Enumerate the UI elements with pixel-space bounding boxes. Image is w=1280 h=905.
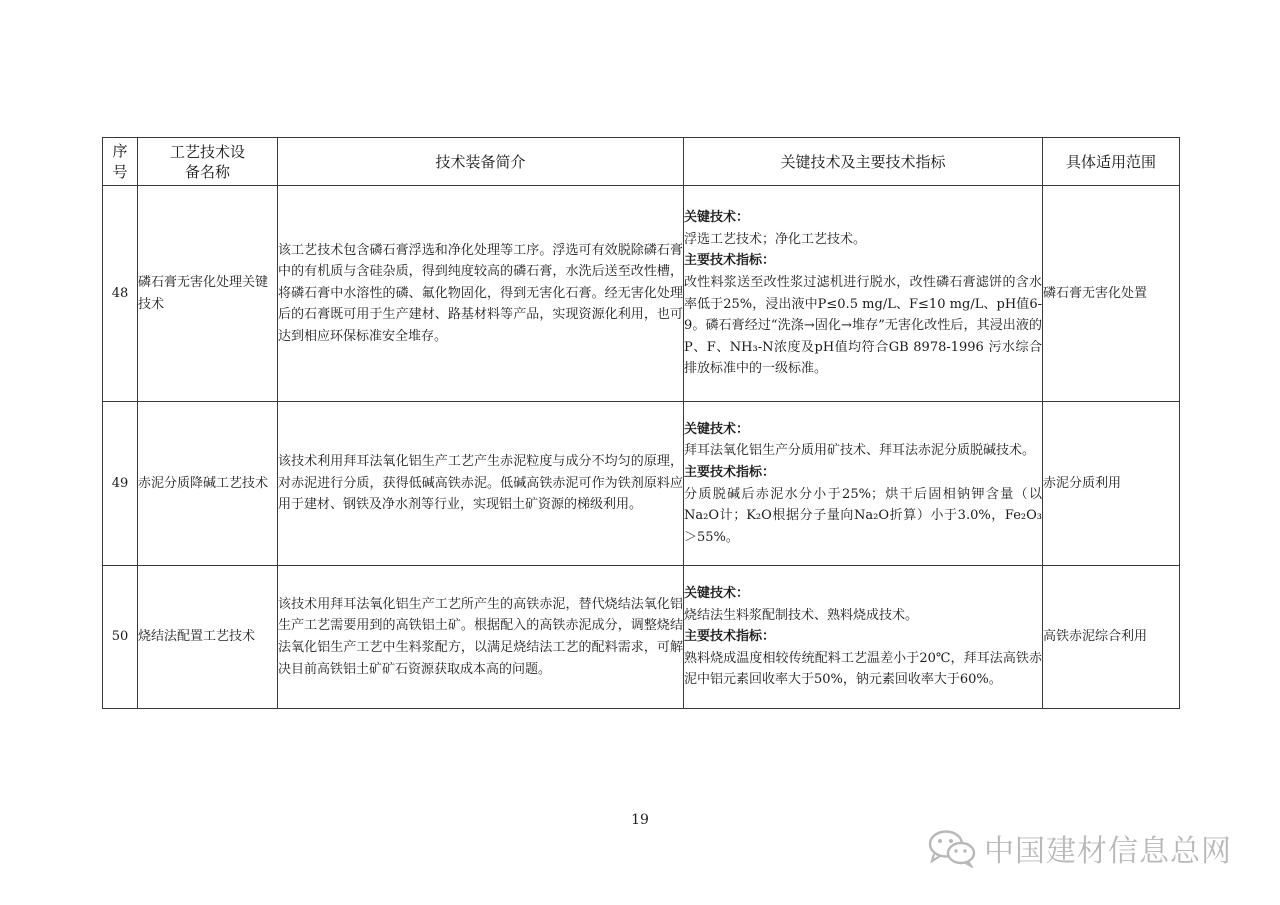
row-scope: 磷石膏无害化处置 [1043, 186, 1180, 402]
header-scope-label: 具体适用范围 [1065, 152, 1156, 171]
header-key [684, 138, 1043, 186]
row-intro: 该工艺技术包含磷石膏浮选和净化处理等工序。浮选可有效脱除磷石膏中的有机质与含硅杂质，得到纯度较高的磷石膏，水洗后送至改性槽，将磷石膏中水溶性的磷、氟化物固化，得到无害化石膏。经无害化处理后的石膏既可用于生产建材、路基材料等产品，实现资源化利用，也可达到相应环保标准安全堆存。 [278, 186, 684, 402]
row-intro: 该技术用拜耳法氧化铝生产工艺所产生的高铁赤泥，替代烧结法氧化铝生产工艺需要用到的高铁铝土矿。根据配入的高铁赤泥成分，调整烧结法氧化铝生产工艺中生料浆配方，以满足烧结法工艺的配料需求，可解决目前高铁铝土矿矿石资源获取成本高的问题。 [278, 566, 684, 709]
technology-table [102, 137, 1180, 709]
main-index-label: 主要技术指标： [684, 464, 776, 480]
row-key-tech [684, 566, 1043, 709]
key-tech-text: 浮选工艺技术；净化工艺技术。 [684, 231, 867, 247]
main-index-text: 熟料烧成温度相较传统配料工艺温差小于20℃，拜耳法高铁赤泥中铝元素回收率大于50%，钠元素回收率大于60%。 [684, 650, 1042, 688]
watermark-text: 中国建材信息总网 [984, 834, 1232, 869]
row-scope: 高铁赤泥综合利用 [1043, 566, 1180, 709]
row-intro: 该技术利用拜耳法氧化铝生产工艺产生赤泥粒度与成分不均匀的原理，对赤泥进行分质，获得低碱高铁赤泥。低碱高铁赤泥可作为铁剂原料应用于建材、钢铁及净水剂等行业，实现铝土矿资源的梯级利用。 [278, 402, 684, 566]
main-index-label: 主要技术指标： [684, 253, 776, 269]
main-index-text: 改性料浆送至改性浆过滤机进行脱水，改性磷石膏滤饼的含水率低于25%，浸出液中P≤0.5 mg/L、F≤10 mg/L、pH值6-9。磷石膏经过“洗涤→固化→堆存”无害化改性后，其浸出液的P、F、NH₃-N浓度及pH值均符合GB 8978-1996 污水综合排放标准中的一级标准。 [684, 274, 1042, 377]
row-number: 49 [103, 402, 138, 566]
main-index-text: 分质脱碱后赤泥水分小于25%；烘干后固相钠钾含量（以Na₂O计；K₂O根据分子量向Na₂O折算）小于3.0%，Fe₂O₃＞55%。 [684, 486, 1042, 545]
watermark [926, 826, 1232, 870]
header-intro [278, 138, 684, 186]
header-seq-label: 序号 [112, 141, 128, 181]
table-row [103, 186, 1180, 402]
table-row [103, 566, 1180, 709]
row-number: 50 [103, 566, 138, 709]
header-key-label: 关键技术及主要技术指标 [780, 152, 946, 171]
table-row [103, 402, 1180, 566]
key-tech-label: 关键技术： [684, 210, 750, 226]
key-tech-label: 关键技术： [684, 421, 750, 437]
header-name-label: 工艺技术设备名称 [169, 142, 245, 181]
row-tech-name: 烧结法配置工艺技术 [138, 566, 278, 709]
main-index-label: 主要技术指标： [684, 629, 776, 645]
row-scope: 赤泥分质利用 [1043, 402, 1180, 566]
wechat-icon [926, 828, 978, 868]
table-header-row [103, 138, 1180, 186]
row-tech-name: 磷石膏无害化处理关键技术 [138, 186, 278, 402]
page-number: 19 [631, 812, 649, 828]
key-tech-text: 烧结法生料浆配制技术、熟料烧成技术。 [684, 607, 919, 623]
row-key-tech [684, 402, 1043, 566]
key-tech-label: 关键技术： [684, 586, 750, 602]
row-key-tech [684, 186, 1043, 402]
header-name [138, 138, 278, 186]
header-scope [1043, 138, 1180, 186]
row-number: 48 [103, 186, 138, 402]
row-tech-name: 赤泥分质降碱工艺技术 [138, 402, 278, 566]
header-intro-label: 技术装备简介 [435, 152, 526, 171]
header-seq [103, 138, 138, 186]
key-tech-text: 拜耳法氧化铝生产分质用矿技术、拜耳法赤泥分质脱碱技术。 [684, 443, 1036, 459]
